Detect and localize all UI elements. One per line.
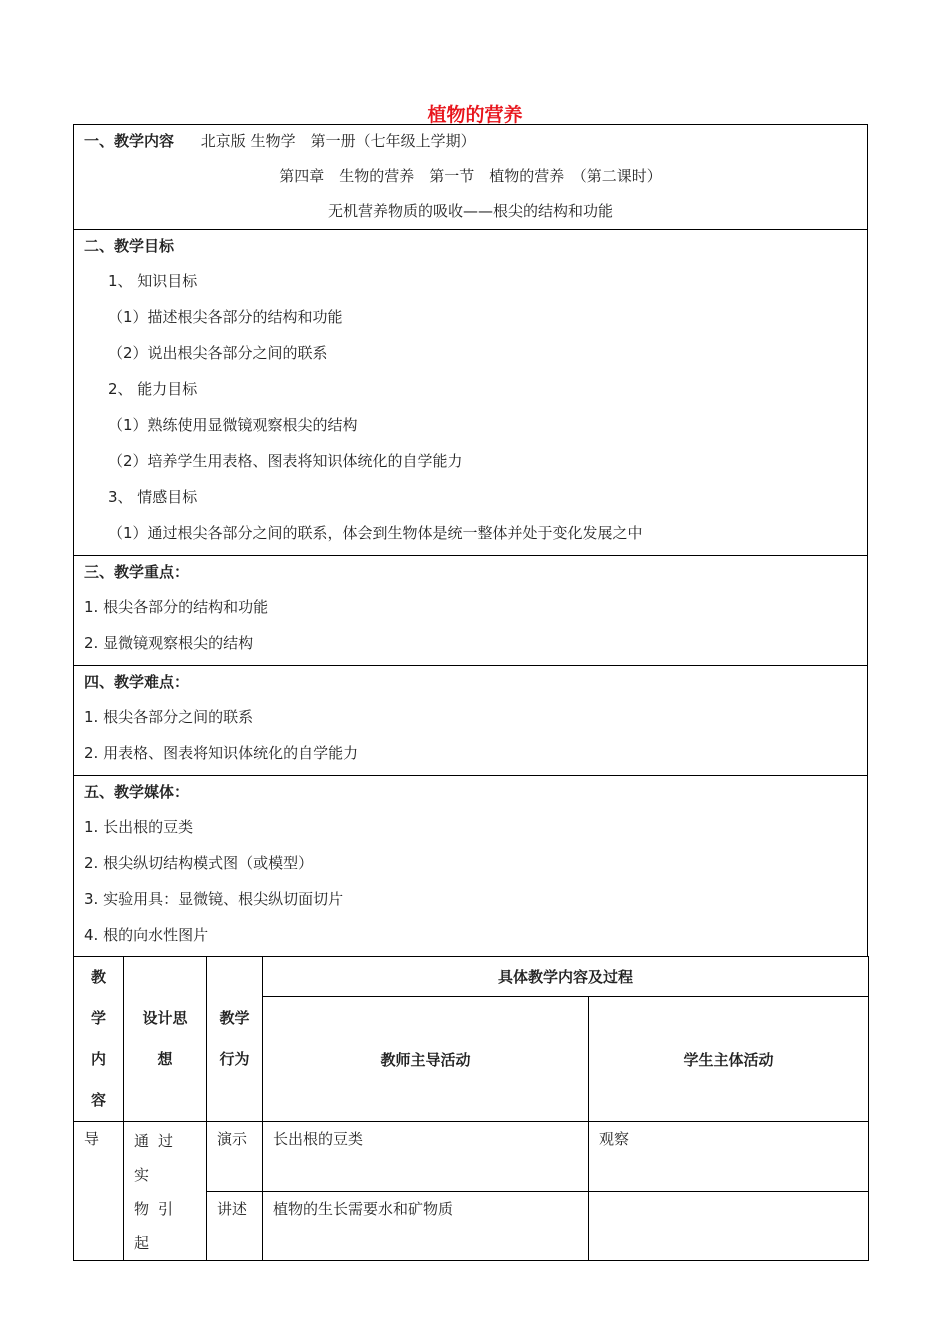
section-3-heading: 三、教学重点： (84, 563, 190, 581)
action-cell: 演示 (207, 1122, 263, 1192)
textbook-info: 北京版 生物学 第一册（七年级上学期） (200, 132, 476, 150)
lesson-process-table (73, 956, 869, 1261)
key-point-item: 2. 显微镜观察根尖的结构 (84, 634, 254, 652)
key-point-item: 1. 根尖各部分的结构和功能 (84, 598, 269, 616)
goal-item: （2）培养学生用表格、图表将知识体统化的自学能力 (108, 452, 463, 470)
section-1-heading-line (84, 130, 476, 151)
chapter-info: 第四章 生物的营养 第一节 植物的营养 （第二课时） (279, 167, 662, 185)
header-design-idea (124, 957, 207, 1122)
student-cell: 观察 (589, 1122, 869, 1192)
media-item: 2. 根尖纵切结构模式图（或模型） (84, 854, 314, 872)
section-difficulties (73, 665, 868, 776)
goal-item: （1）描述根尖各部分的结构和功能 (108, 308, 343, 326)
header-char: 学 (90, 1009, 106, 1027)
section-key-points (73, 555, 868, 666)
header-text: 想 (157, 1050, 173, 1068)
header-char: 内 (90, 1050, 106, 1068)
student-cell (589, 1191, 869, 1261)
section-1-heading: 一、教学内容 (84, 132, 175, 150)
header-process: 具体教学内容及过程 (263, 957, 869, 997)
goal-item: 2、 能力目标 (108, 380, 198, 398)
header-text: 教学 (219, 1009, 250, 1027)
goal-item: （1）熟练使用显微镜观察根尖的结构 (108, 416, 358, 434)
media-item: 3. 实验用具：显微镜、根尖纵切面切片 (84, 890, 344, 908)
section-4-heading: 四、教学难点： (84, 673, 190, 691)
header-teaching-content (74, 957, 124, 1122)
teacher-cell: 长出根的豆类 (263, 1122, 589, 1192)
difficulty-item: 2. 用表格、图表将知识体统化的自学能力 (84, 744, 359, 762)
header-char: 教 (90, 968, 106, 986)
page-title: 植物的营养 (427, 104, 523, 126)
design-text: 通过实 (134, 1132, 183, 1184)
section-2-heading: 二、教学目标 (84, 237, 175, 255)
media-item: 1. 长出根的豆类 (84, 818, 194, 836)
media-item: 4. 根的向水性图片 (84, 926, 209, 944)
goal-item: （1）通过根尖各部分之间的联系，体会到生物体是统一整体并处于变化发展之中 (108, 524, 643, 542)
goal-item: （2）说出根尖各部分之间的联系 (108, 344, 328, 362)
section-5-heading: 五、教学媒体： (84, 783, 190, 801)
header-teaching-action (207, 957, 263, 1122)
goal-item: 3、 情感目标 (108, 488, 198, 506)
lesson-topic: 无机营养物质的吸收——根尖的结构和功能 (327, 202, 613, 220)
section-teaching-media (73, 775, 868, 957)
teacher-cell: 植物的生长需要水和矿物质 (263, 1191, 589, 1261)
design-cell (124, 1122, 207, 1261)
header-text: 设计思 (142, 1009, 188, 1027)
header-teacher-activity: 教师主导活动 (263, 997, 589, 1122)
header-text: 行为 (219, 1050, 250, 1068)
content-cell: 导 (74, 1122, 124, 1261)
difficulty-item: 1. 根尖各部分之间的联系 (84, 708, 254, 726)
action-cell: 讲述 (207, 1191, 263, 1261)
section-teaching-goals (73, 229, 868, 556)
design-text: 物引起 (134, 1200, 183, 1252)
header-student-activity: 学生主体活动 (589, 997, 869, 1122)
section-teaching-content (73, 124, 868, 230)
header-char: 容 (90, 1091, 106, 1109)
goal-item: 1、 知识目标 (108, 272, 198, 290)
